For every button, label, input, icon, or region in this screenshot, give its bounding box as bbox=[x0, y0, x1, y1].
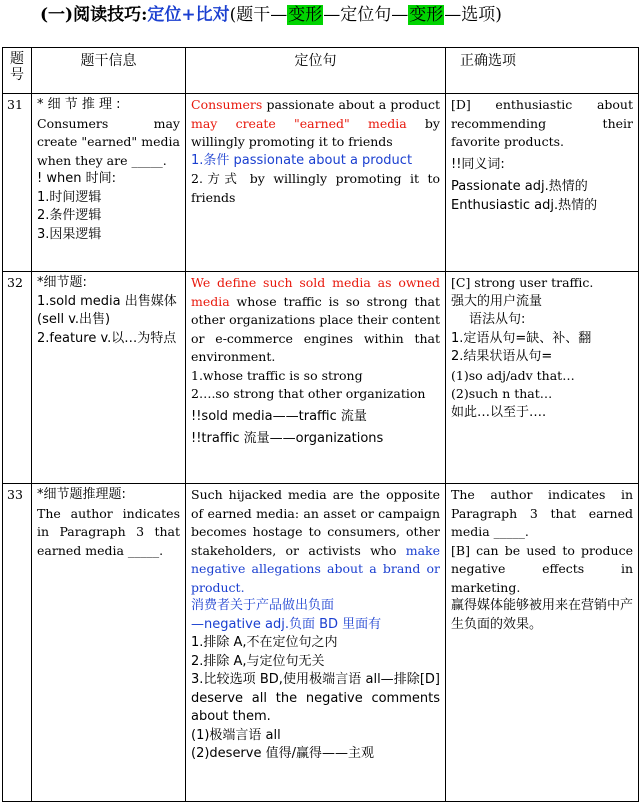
answer-line: 如此…以至于…. bbox=[451, 404, 547, 420]
answer-line: 1.定语从句=缺、补、翻 bbox=[451, 330, 592, 346]
locate-cell bbox=[186, 484, 446, 802]
locate-red-text: Consumers bbox=[191, 97, 263, 112]
row-number: 33 bbox=[3, 484, 32, 802]
answer-line: 赢得媒体能够被用来在营销中产生负面的效果。 bbox=[451, 598, 634, 632]
header-locate: 定位句 bbox=[186, 48, 446, 94]
heading-part-3: —选项) bbox=[444, 5, 502, 25]
answer-line: Enthusiastic adj.热情的 bbox=[451, 197, 598, 213]
locate-line: (2)deserve 值得/赢得——主观 bbox=[191, 746, 374, 761]
answer-cell bbox=[446, 272, 639, 484]
locate-blue-line: —negative adj.负面 BD 里面有 bbox=[191, 616, 382, 632]
answer-line: The author indicates in Paragraph 3 that earned media _____. bbox=[451, 487, 633, 539]
locate-text: by willingly promoting it to friends bbox=[191, 115, 440, 149]
locate-blue-line: 消费者关于产品做出负面 bbox=[191, 598, 335, 613]
analysis-table bbox=[2, 47, 639, 802]
locate-line: !!traffic 流量——organizations bbox=[191, 431, 384, 446]
heading-prefix: (一)阅读技巧: bbox=[40, 5, 148, 25]
row-number: 31 bbox=[3, 94, 32, 272]
locate-line: 3.比较选项 BD,使用极端言语 all—排除[D] deserve all the negative comments about them. bbox=[191, 672, 440, 724]
heading-part-2: —定位句— bbox=[323, 5, 409, 25]
stem-line: *细节题推理题: bbox=[37, 487, 126, 502]
answer-cell bbox=[446, 484, 639, 802]
answer-line: (2)such n that… bbox=[451, 386, 553, 401]
header-answer: 正确选项 bbox=[446, 48, 639, 94]
answer-line: 强大的用户流量 bbox=[451, 293, 543, 309]
locate-line: 1.whose traffic is so strong bbox=[191, 367, 363, 383]
heading-part-1: 题干— bbox=[236, 5, 288, 25]
locate-line: (1)极端言语 all bbox=[191, 727, 281, 743]
answer-line: [D] enthusiastic about recommending their favorite products. bbox=[451, 97, 633, 149]
locate-blue-text: make negative allegations about a brand or product. bbox=[191, 542, 440, 595]
locate-line: 1.排除 A,不在定位句之内 bbox=[191, 635, 338, 650]
stem-line: 2.feature v.以…为特点 bbox=[37, 330, 177, 346]
stem-line: 2.条件逻辑 bbox=[37, 208, 102, 223]
locate-line: !!sold media——traffic 流量 bbox=[191, 408, 367, 424]
stem-line: ! when 时间: bbox=[37, 171, 116, 186]
locate-cell bbox=[186, 272, 446, 484]
answer-line: (1)so adj/adv that… bbox=[451, 367, 575, 383]
heading-highlight-2: 变形 bbox=[409, 5, 444, 25]
stem-line: 1.时间逻辑 bbox=[37, 189, 102, 205]
stem-line: * 细 节 推 理 : bbox=[37, 97, 121, 112]
answer-line: Passionate adj.热情的 bbox=[451, 179, 588, 194]
stem-cell bbox=[32, 272, 186, 484]
table-row bbox=[3, 94, 639, 272]
locate-line: 2.方式 by willingly promoting it to friends bbox=[191, 171, 440, 205]
answer-cell bbox=[446, 94, 639, 272]
locate-red-text: We define such sold media as owned media bbox=[191, 275, 440, 309]
locate-text: Such hijacked media are the opposite of earned media: an asset or campaign becomes hostage to consumers, other stakeholders, or activists who bbox=[191, 487, 440, 558]
section-heading bbox=[40, 4, 502, 26]
stem-cell bbox=[32, 484, 186, 802]
heading-technique: 定位+比对 bbox=[147, 5, 230, 25]
locate-red-text: may create "earned" media bbox=[191, 115, 407, 131]
locate-line: 2.排除 A,与定位句无关 bbox=[191, 653, 325, 669]
stem-line: 3.因果逻辑 bbox=[37, 226, 102, 242]
heading-paren: ( bbox=[229, 5, 237, 25]
locate-text: whose traffic is so strong that other organizations place their content or e-commerce engines within that environment. bbox=[191, 293, 440, 364]
stem-cell bbox=[32, 94, 186, 272]
locate-text: passionate about a product bbox=[262, 97, 440, 112]
stem-line: Consumers may create "earned" media when they are _____. bbox=[37, 115, 180, 168]
answer-line: [C] strong user traffic. bbox=[451, 275, 594, 290]
locate-cell bbox=[186, 94, 446, 272]
header-stem: 题干信息 bbox=[32, 48, 186, 94]
answer-line: 2.结果状语从句= bbox=[451, 349, 553, 364]
answer-line: !!同义词: bbox=[451, 156, 505, 172]
answer-line: [B] can be used to produce negative effects in marketing. bbox=[451, 542, 633, 595]
table-row bbox=[3, 484, 639, 802]
table-row bbox=[3, 272, 639, 484]
locate-blue-line: 1.条件 passionate about a product bbox=[191, 152, 413, 168]
stem-line: *细节题: bbox=[37, 275, 87, 290]
locate-line: 2….so strong that other organization bbox=[191, 386, 426, 401]
table-header-row bbox=[3, 48, 639, 94]
row-number: 32 bbox=[3, 272, 32, 484]
answer-line: 语法从句: bbox=[469, 312, 526, 327]
stem-line: 1.sold media 出售媒体(sell v.出售) bbox=[37, 293, 177, 327]
heading-highlight-1: 变形 bbox=[288, 5, 323, 25]
stem-line: The author indicates in Paragraph 3 that earned media _____. bbox=[37, 505, 180, 558]
header-num: 题号 bbox=[3, 48, 32, 94]
